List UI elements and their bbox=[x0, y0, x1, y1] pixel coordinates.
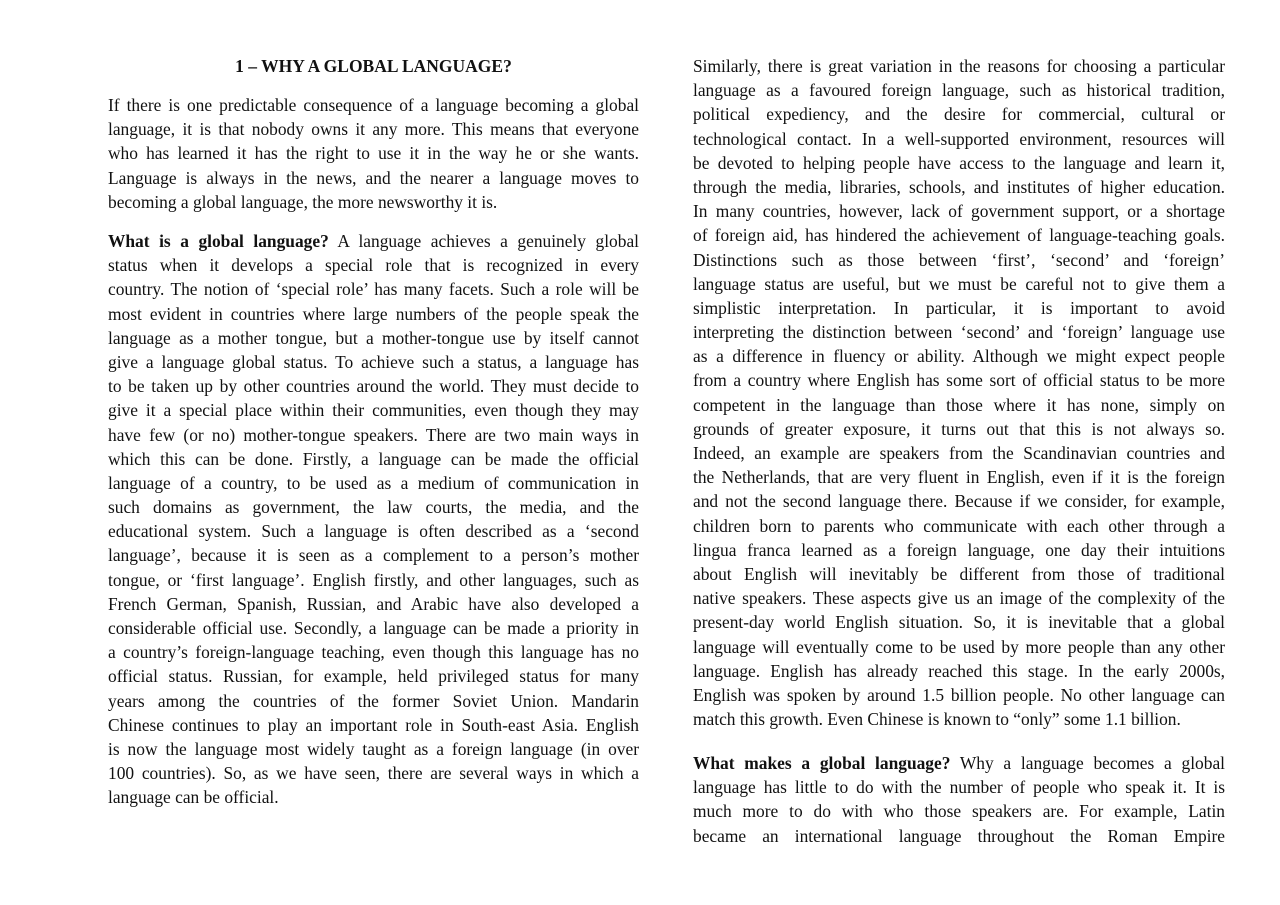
text-line: competent in the language than those where it has none, simply on bbox=[693, 394, 1225, 415]
text-line: from a country where English has some sort of official status to be more bbox=[693, 370, 1225, 391]
text-line: children born to parents who communicate with each other through a bbox=[693, 515, 1225, 536]
text-line: give a language global status. To achieve such a status, a language has bbox=[108, 351, 639, 372]
text-line: match this growth. Even Chinese is known to “only” some 1.1 billion. bbox=[693, 709, 1181, 730]
text-line: 100 countries). So, as we have seen, there are several ways in which a bbox=[108, 763, 639, 784]
text-line: a country’s foreign-language teaching, even though this language has no bbox=[108, 642, 639, 663]
text-line: language will eventually come to be used by more people than any other bbox=[693, 636, 1225, 657]
text-line: official status. Russian, for example, held privileged status for many bbox=[108, 666, 639, 687]
text-line: present-day world English situation. So, it is inevitable that a global bbox=[693, 612, 1225, 633]
chapter-title: 1 – WHY A GLOBAL LANGUAGE? bbox=[235, 56, 512, 76]
text-line: language as a favoured foreign language, such as historical tradition, bbox=[693, 80, 1225, 101]
text-line: Indeed, an example are speakers from the Scandinavian countries and bbox=[693, 443, 1225, 463]
text-line: as a difference in fluency or ability. Although we might expect people bbox=[693, 346, 1225, 367]
text-line: In many countries, however, lack of government support, or a shortage bbox=[693, 201, 1225, 222]
text-line: country. The notion of ‘special role’ has many facets. Such a role will be bbox=[108, 279, 639, 300]
text-line: status when it develops a special role that is recognized in every bbox=[108, 255, 639, 276]
text-line: Language is always in the news, and the nearer a language moves to bbox=[108, 167, 639, 188]
text-line: political expediency, and the desire for commercial, cultural or bbox=[693, 104, 1225, 125]
text-line: considerable official use. Secondly, a language can be made a priority in bbox=[108, 618, 639, 638]
text-line-with-heading bbox=[693, 751, 1225, 775]
text-line: most evident in countries where large numbers of the people speak the bbox=[108, 303, 639, 324]
intro-paragraph bbox=[108, 93, 639, 214]
text-line: of foreign aid, has hindered the achievement of language-teaching goals. bbox=[693, 225, 1225, 246]
text-line: language of a country, to be used as a medium of communication in bbox=[108, 472, 639, 493]
text-line: years among the countries of the former Soviet Union. Mandarin bbox=[108, 690, 639, 711]
text-line: language, it is that nobody owns it any more. This means that everyone bbox=[108, 119, 639, 140]
text-line: Similarly, there is great variation in the reasons for choosing a particular bbox=[693, 56, 1225, 76]
text-line: interpreting the distinction between ‘second’ and ‘foreign’ language use bbox=[693, 322, 1225, 343]
text-line: the Netherlands, that are very fluent in English, even if it is the foreign bbox=[693, 467, 1225, 488]
text-line: lingua franca learned as a foreign language, one day their intuitions bbox=[693, 539, 1225, 560]
text-line: which this can be done. Firstly, a language can be made the official bbox=[108, 448, 639, 469]
text-line: to be taken up by other countries around the world. They must decide to bbox=[108, 376, 639, 397]
text-line: grounds of greater exposure, it turns out that this is not always so. bbox=[693, 418, 1225, 439]
text-line: becoming a global language, the more newsworthy it is. bbox=[108, 191, 498, 212]
text-line: language’, because it is seen as a complement to a person’s mother bbox=[108, 545, 639, 566]
text-line: much more to do with who those speakers are. For example, Latin bbox=[693, 801, 1225, 822]
section-heading-what-is: What is a global language? bbox=[108, 231, 329, 251]
similarly-paragraph bbox=[693, 54, 1225, 731]
what-is-global-language-paragraph bbox=[108, 229, 639, 810]
text-line: educational system. Such a language is often described as a ‘second bbox=[108, 521, 639, 542]
text-line: language can be official. bbox=[108, 787, 279, 808]
text-line: English was spoken by around 1.5 billion people. No other language can bbox=[693, 684, 1225, 705]
text-line: Distinctions such as those between ‘first’, ‘second’ and ‘foreign’ bbox=[693, 249, 1225, 270]
text-line: language has little to do with the number of people who speak it. It is bbox=[693, 777, 1225, 798]
text-line: language status are useful, but we must be careful not to give them a bbox=[693, 273, 1225, 294]
text-line: such domains as government, the law courts, the media, and the bbox=[108, 497, 639, 518]
text-line: be devoted to helping people have access to the language and learn it, bbox=[693, 152, 1225, 173]
text-line: language as a mother tongue, but a mother-tongue use by itself cannot bbox=[108, 327, 639, 348]
text-run: A language achieves a genuinely global bbox=[328, 231, 639, 251]
text-line: have few (or no) mother-tongue speakers. There are two main ways in bbox=[108, 424, 639, 445]
text-line: tongue, or ‘first language’. English firstly, and other languages, such as bbox=[108, 569, 639, 590]
section-heading-what-makes: What makes a global language? bbox=[693, 753, 951, 773]
text-line: Chinese continues to play an important role in South-east Asia. English bbox=[108, 714, 639, 735]
text-line: If there is one predictable consequence of a language becoming a global bbox=[108, 95, 639, 115]
text-line-with-heading bbox=[108, 229, 639, 253]
text-line: technological contact. In a well-supported environment, resources will bbox=[693, 128, 1225, 149]
text-run: Why a language becomes a global bbox=[950, 753, 1225, 773]
text-line: is now the language most widely taught as a foreign language (in over bbox=[108, 738, 639, 759]
text-line: who has learned it has the right to use it in the way he or she wants. bbox=[108, 143, 639, 164]
what-makes-global-language-paragraph bbox=[693, 751, 1225, 848]
text-line: language. English has already reached this stage. In the early 2000s, bbox=[693, 660, 1225, 681]
text-line: French German, Spanish, Russian, and Arabic have also developed a bbox=[108, 593, 639, 614]
text-line: give it a special place within their communities, even though they may bbox=[108, 400, 639, 421]
text-line: through the media, libraries, schools, and institutes of higher education. bbox=[693, 176, 1225, 197]
text-line: simplistic interpretation. In particular, it is important to avoid bbox=[693, 297, 1225, 318]
text-line: became an international language throughout the Roman Empire bbox=[693, 825, 1225, 846]
text-line: and not the second language there. Because if we consider, for example, bbox=[693, 491, 1225, 512]
text-line: about English will inevitably be different from those of traditional bbox=[693, 563, 1225, 584]
text-line: native speakers. These aspects give us an image of the complexity of the bbox=[693, 588, 1225, 609]
